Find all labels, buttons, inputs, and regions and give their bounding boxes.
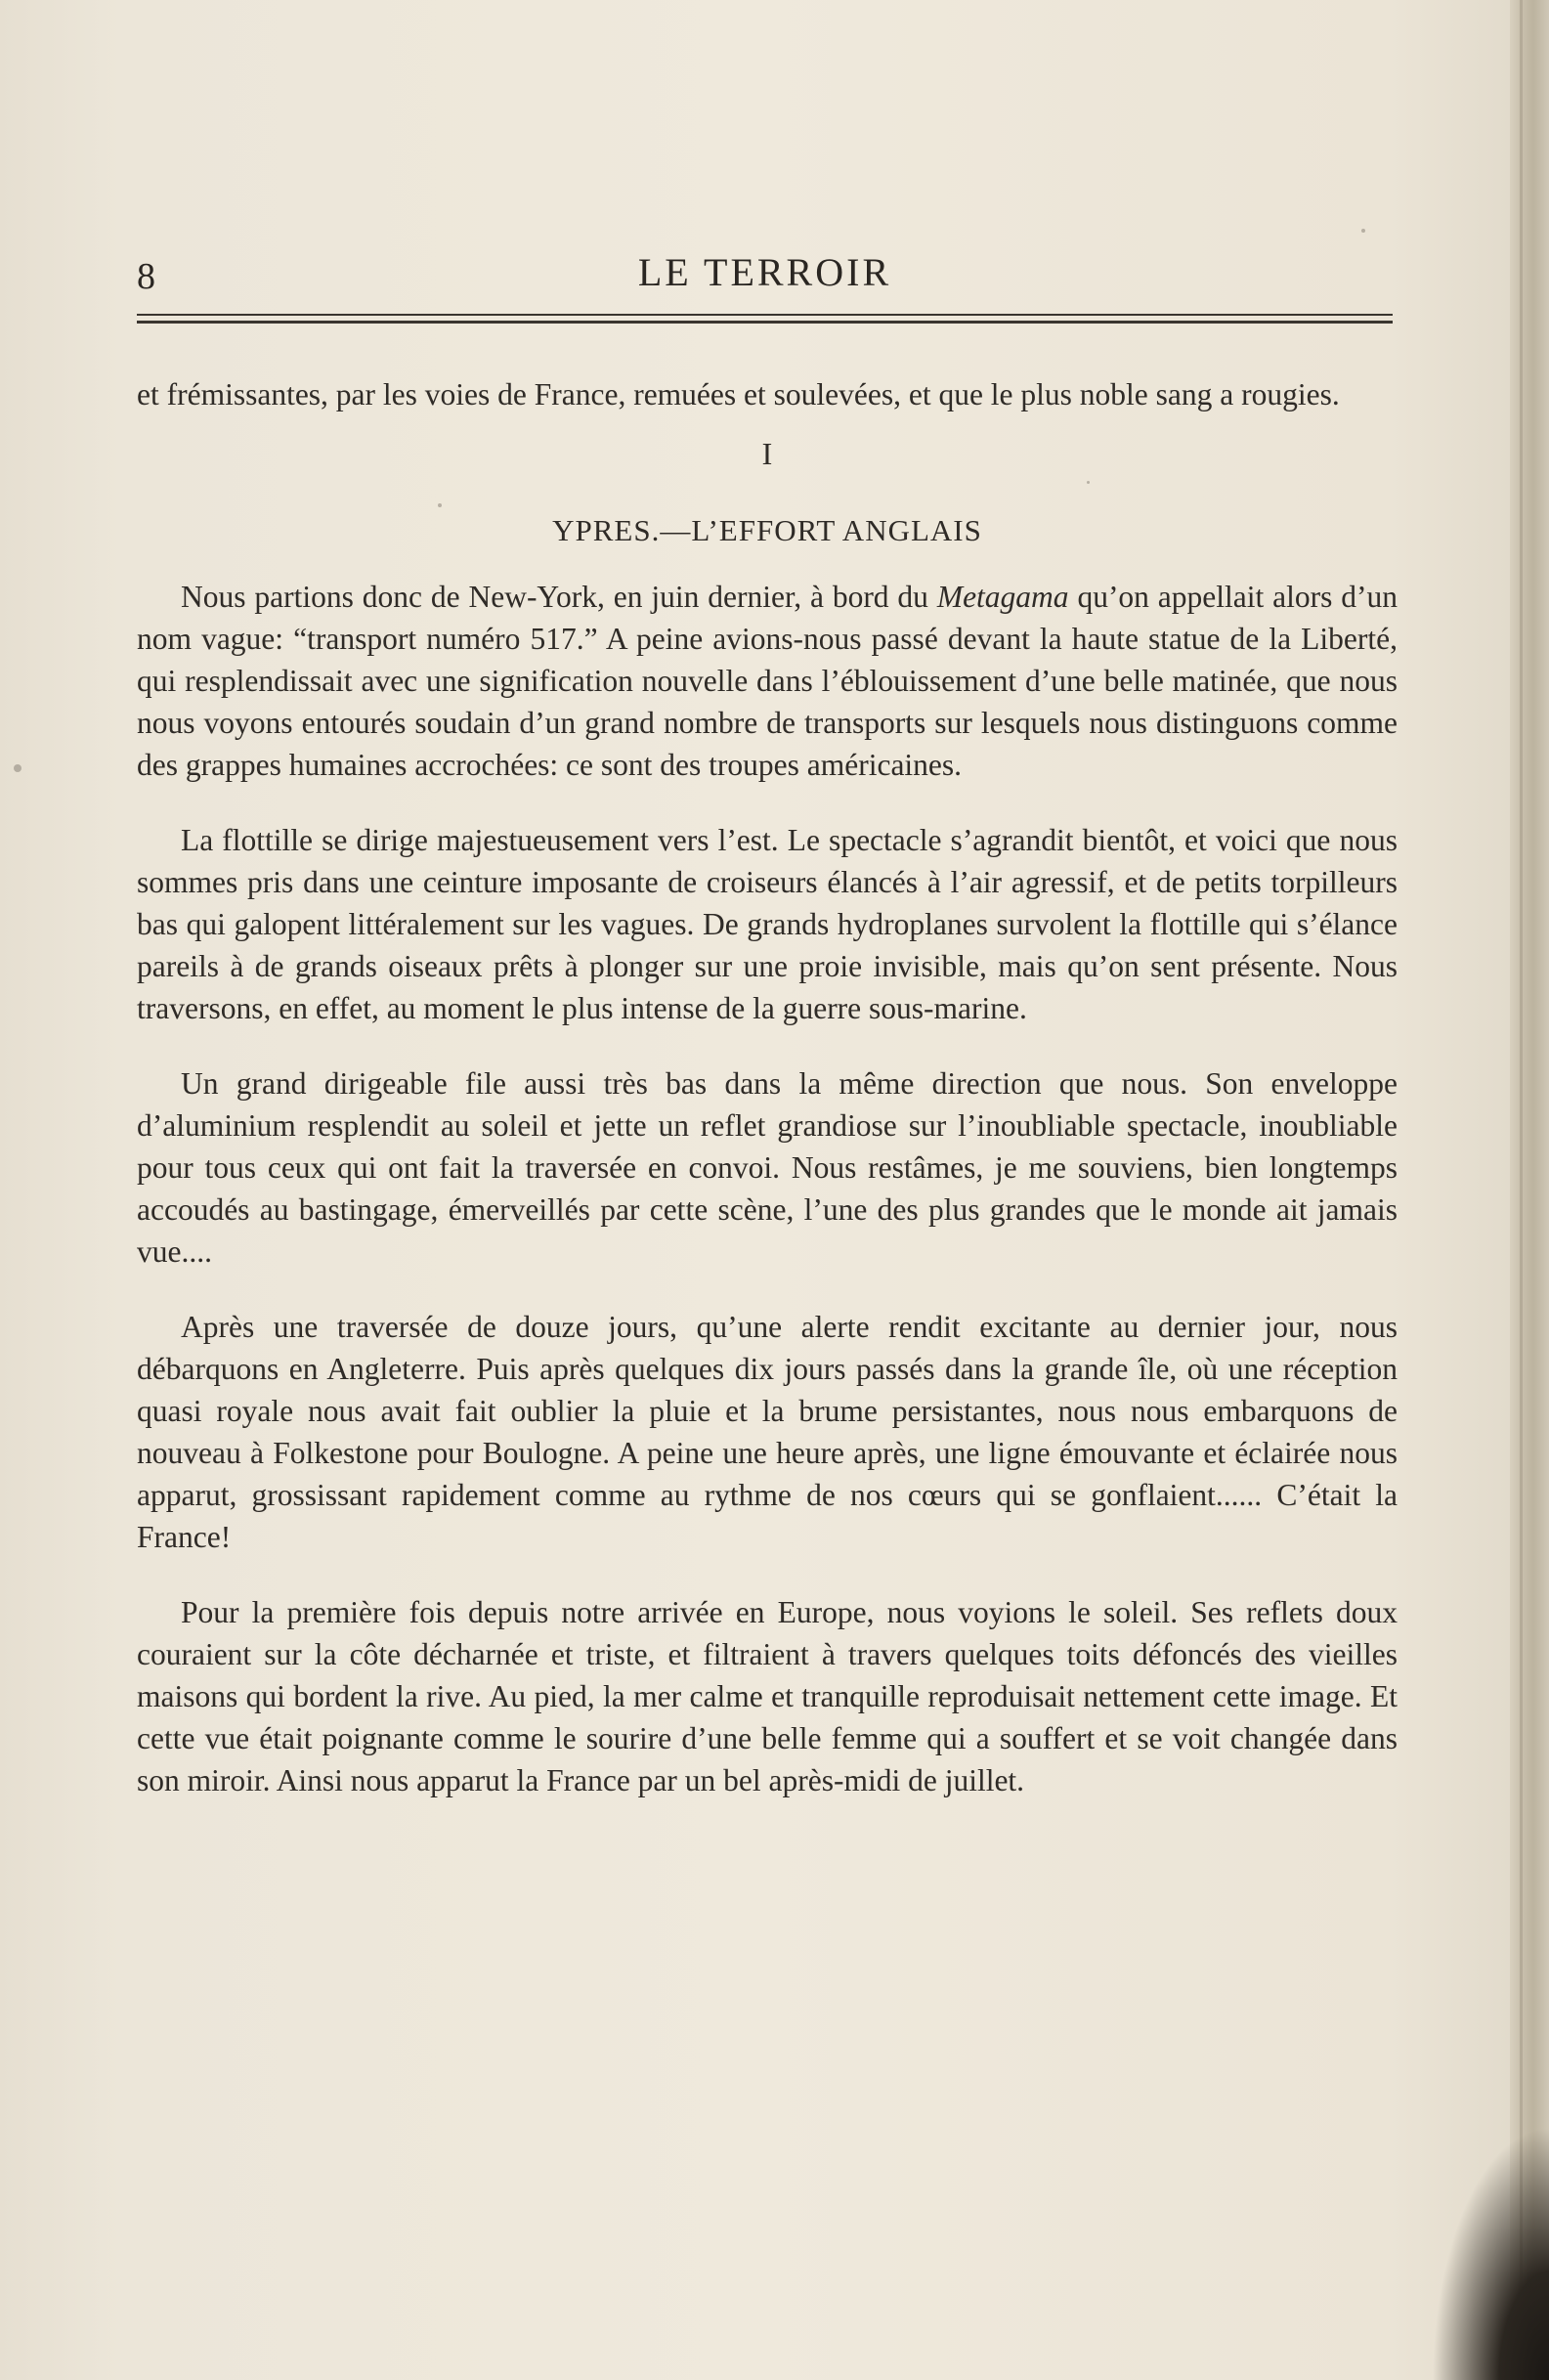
- paragraph-continuation: et frémissantes, par les voies de France, remuées et soulevées, et que le plus noble sang a rougies.: [137, 377, 1340, 411]
- header-rule-thin: [137, 314, 1393, 316]
- paragraph-dirigible: Un grand dirigeable file aussi très bas dans la même direction que nous. Son enveloppe d’aluminium resplendit au soleil et jette un reflet grandiose sur l’inoubliable spectacle, inoubliable pour tous ceux qui ont fait la traversée en convoi. Nous restâmes, je me souviens, bien longtemps accoudés au bastingage, émerveillés par cette scène, l’une des plus grandes que le monde ait jamais vue....: [137, 1066, 1398, 1269]
- paragraph-flotilla: La flottille se dirige majestueusement vers l’est. Le spectacle s’agrandit bientôt, et voici que nous sommes pris dans une ceinture imposante de croiseurs élancés à l’air agressif, et de petits torpilleurs bas qui galopent littéralement sur les vagues. De grands hydroplanes survolent la flottille qui s’élance pareils à de grands oiseaux prêts à plonger sur une proie invisible, mais qu’on sent présente. Nous traversons, en effet, au moment le plus intense de la guerre sous-marine.: [137, 823, 1398, 1025]
- page-number: 8: [137, 256, 155, 297]
- paragraph-crossing: Après une traversée de douze jours, qu’une alerte rendit excitante au dernier jour, nous débarquons en Angleterre. Puis après quelques dix jours passés dans la grande île, où une réception quasi royale nous avait fait oublier la pluie et la brume persistantes, nous nous embarquons de nouveau à Folkestone pour Boulogne. A peine une heure après, une ligne émouvante et éclairée nous apparut, grossissant rapidement comme au rythme de nos cœurs qui se gonflaient...... C’était la France!: [137, 1310, 1398, 1554]
- corner-shadow: [1432, 2126, 1549, 2380]
- section-number: I: [761, 436, 773, 471]
- header-rule-thick: [137, 321, 1393, 324]
- page-edge: [1510, 0, 1549, 2380]
- paragraph-departure-start: Nous partions donc de New-York, en juin dernier, à bord du: [181, 580, 937, 614]
- paragraph-sunlight: Pour la première fois depuis notre arrivée en Europe, nous voyions le soleil. Ses reflets doux couraient sur la côte décharnée et triste, et filtraient à travers quelques toits défoncés des vieilles maisons qui bordent la rive. Au pied, la mer calme et tranquille reproduisait nettement cette image. Et cette vue était poignante comme le sourire d’une belle femme qui a souffert et se voit changée dans son miroir. Ainsi nous apparut la France par un bel après-midi de juillet.: [137, 1595, 1398, 1797]
- paper-speck: [14, 764, 22, 772]
- page-header: [137, 249, 1393, 308]
- paper-speck: [1361, 229, 1365, 233]
- ship-name: Metagama: [936, 580, 1069, 614]
- paragraph-departure-rest: qu’on appellait alors d’un nom vague: “transport numéro 517.” A peine avions-nous passé devant la haute statue de la Liberté, qui resplendissait avec une signification nouvelle dans l’éblouissement d’une belle matinée, que nous nous voyons entourés soudain d’un grand nombre de transports sur lesquels nous distinguons comme des grappes humaines accrochées: ce sont des troupes américaines.: [137, 580, 1398, 782]
- paper-speck: [438, 503, 442, 507]
- running-title: LE TERROIR: [637, 250, 892, 294]
- paper-speck: [1087, 481, 1090, 484]
- paragraph-departure: [137, 576, 1398, 786]
- section-heading: YPRES.—L’EFFORT ANGLAIS: [552, 513, 982, 547]
- body-text: [137, 373, 1398, 1801]
